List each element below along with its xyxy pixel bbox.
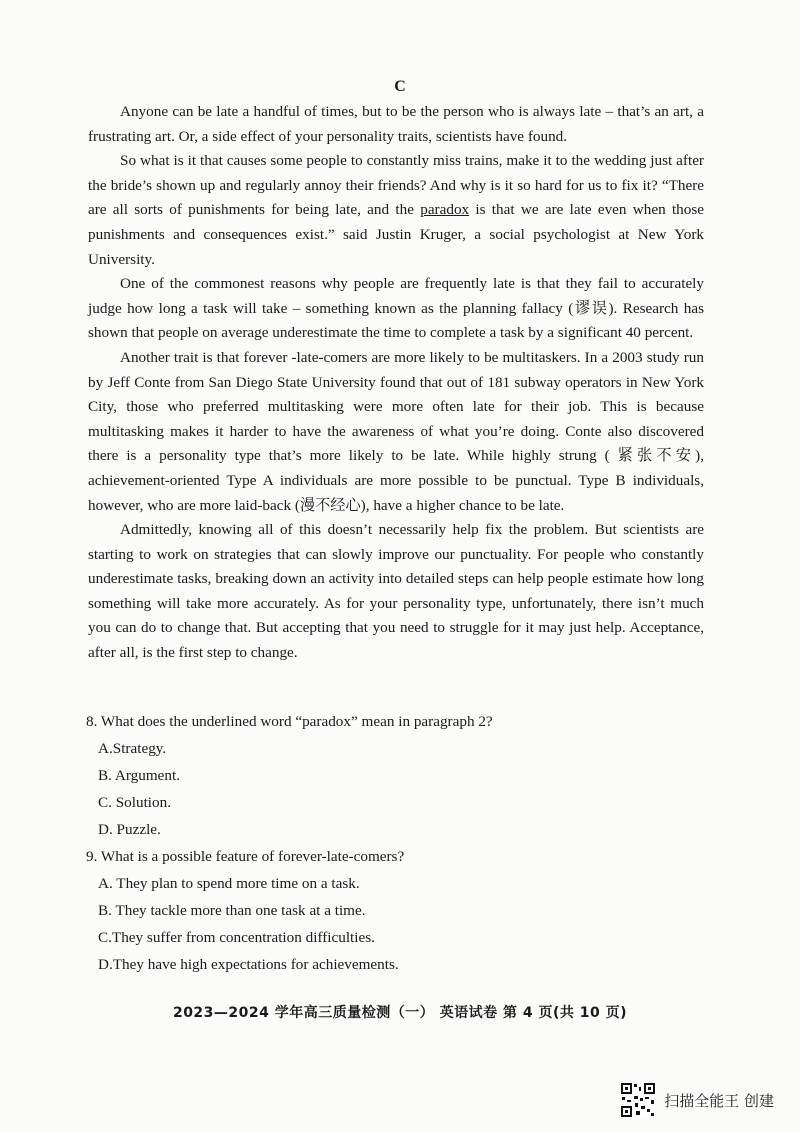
question-stem: 9. What is a possible feature of forever-late-comers?: [86, 848, 405, 865]
paragraph-1: Anyone can be late a handful of times, but to be the person who is always late – that’s an art, a frustrating art. Or, a side effect of your personality traits, scientists have found.: [88, 103, 704, 145]
option-a: A. They plan to spend more time on a task.: [98, 875, 360, 892]
paragraph-4: Another trait is that forever -late-comers are more likely to be multitaskers. In a 2003 study run by Jeff Conte from San Diego State University found that out of 181 subway operators in New York City, those who preferred multitasking were more often late for their job. This is because multitasking makes it harder to have the awareness of what you’re doing. Conte also discovered there is a personality type that’s more likely to be late. While highly strung ( 紧张不安), achievement-oriented Type A individuals are more possible to be punctual. Type B individuals, however, who are more laid-back (漫不经心), have a higher chance to be late.: [88, 348, 704, 514]
watermark-text: 扫描全能王 创建: [664, 1091, 774, 1110]
page-footer: 2023—2024 学年高三质量检测（一） 英语试卷 第 4 页(共 10 页): [172, 1005, 628, 1021]
option-a: A.Strategy.: [98, 740, 167, 757]
option-c: C.They suffer from concentration difficulties.: [98, 929, 375, 946]
underlined-word: paradox: [420, 201, 470, 219]
section-heading: C: [394, 78, 406, 95]
question-stem: 8. What does the underlined word “paradox” mean in paragraph 2?: [86, 713, 493, 730]
question-9: [86, 843, 706, 978]
reading-passage: [88, 100, 704, 666]
scanner-watermark: [620, 1082, 774, 1118]
question-list: [86, 708, 706, 978]
option-d: D.They have high expectations for achievements.: [98, 956, 399, 973]
paragraph-2-text-start: So what is it that causes some people to constantly miss trains, make it to the wedding just after the bride’s shown up and regularly annoy their friends? And why is it so hard for us to fix it? “There are all sorts of punishments for being late, and the: [88, 152, 704, 219]
qr-code-icon: [620, 1082, 656, 1118]
question-8: [86, 708, 706, 843]
option-b: B. They tackle more than one task at a time.: [98, 902, 366, 919]
option-c: C. Solution.: [98, 794, 172, 811]
paragraph-2: [88, 149, 704, 272]
option-b: B. Argument.: [98, 767, 180, 784]
option-d: D. Puzzle.: [98, 821, 161, 838]
paragraph-2-text-end: is that we are late even when those punishments and consequences exist.” said Justin Kruger, a social psychologist at New York University.: [88, 201, 705, 268]
paragraph-3: One of the commonest reasons why people are frequently late is that they fail to accurately judge how long a task will take – something known as the planning fallacy (谬误). Research has shown that people on average underestimate the time to complete a task by a significant 40 percent.: [88, 275, 704, 342]
paragraph-5: Admittedly, knowing all of this doesn’t necessarily help fix the problem. But scientists are starting to work on strategies that can slowly improve our punctuality. For people who constantly underestimate tasks, breaking down an activity into detailed steps can help people estimate how long something will take more accurately. As for your personality type, unfortunately, there isn’t much you can do to change that. But accepting that you need to struggle for it may just help. Acceptance, after all, is the first step to change.: [88, 521, 704, 662]
